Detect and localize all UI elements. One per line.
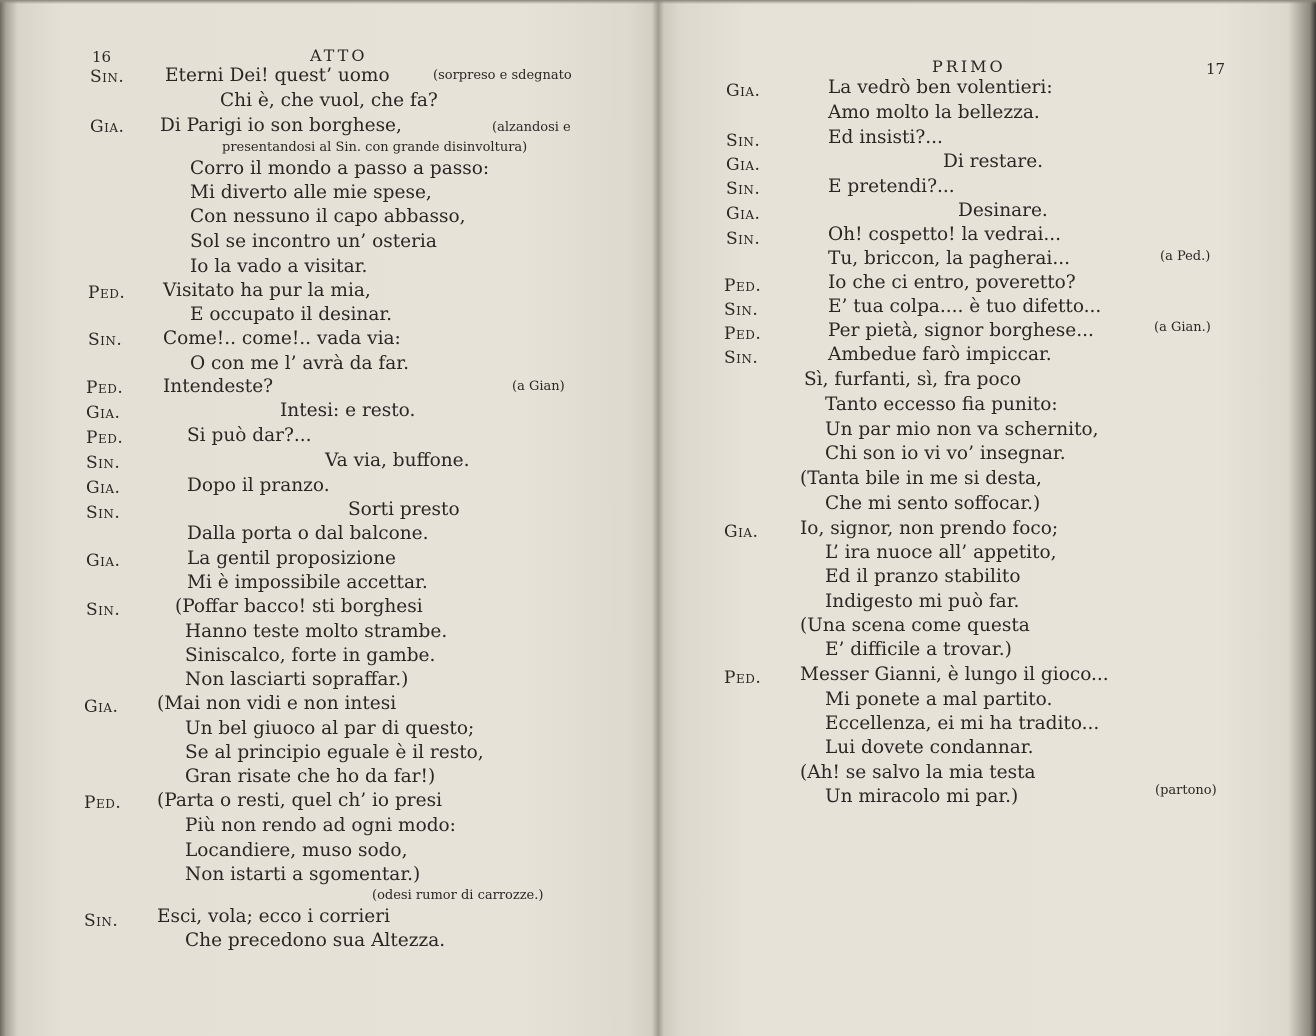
verse-line: Chi è, che vuol, che fa? (220, 90, 438, 111)
verse-line: Sol se incontro un’ osteria (190, 231, 437, 252)
verse-line: Siniscalco, forte in gambe. (185, 645, 436, 666)
speaker-label: Sin. (88, 330, 123, 350)
verse-line: Di Parigi io son borghese, (160, 115, 402, 136)
verse-line: E’ difficile a trovar.) (825, 639, 1012, 660)
verse-line: Con nessuno il capo abbasso, (190, 206, 466, 227)
verse-line: Più non rendo ad ogni modo: (185, 815, 456, 836)
speaker-label: Sin. (726, 229, 761, 249)
speaker-label: Gia. (86, 478, 121, 498)
speaker-label: Gia. (726, 155, 761, 175)
stage-direction: (a Gian) (512, 379, 565, 394)
verse-line: Visitato ha pur la mia, (163, 280, 371, 301)
verse-line: Mi ponete a mal partito. (825, 689, 1053, 710)
stage-direction: (partono) (1155, 783, 1217, 798)
stage-direction: presentandosi al Sin. con grande disinvoltura) (222, 140, 528, 155)
verse-line: Dalla porta o dal balcone. (187, 523, 429, 544)
speaker-label: Sin. (86, 600, 121, 620)
verse-line: (Tanta bile in me si desta, (800, 468, 1042, 489)
stage-direction: (a Gian.) (1154, 320, 1211, 335)
verse-line: Io che ci entro, poveretto? (828, 272, 1076, 293)
verse-line: Locandiere, muso sodo, (185, 840, 408, 861)
verse-line: Tu, briccon, la pagherai... (828, 248, 1070, 269)
verse-line: Gran risate che ho da far!) (185, 766, 436, 787)
speaker-label: Sin. (724, 348, 759, 368)
verse-line: Corro il mondo a passo a passo: (190, 158, 490, 179)
stage-direction: (odesi rumor di carrozze.) (372, 888, 544, 903)
verse-line: La gentil proposizione (187, 548, 396, 569)
verse-line: (Mai non vidi e non intesi (157, 693, 397, 714)
speaker-label: Gia. (726, 81, 761, 101)
verse-line: Intendeste? (163, 376, 274, 397)
speaker-label: Sin. (90, 67, 125, 87)
verse-line: Ambedue farò impiccar. (828, 344, 1052, 365)
verse-line: Come!.. come!.. vada via: (163, 328, 401, 349)
verse-line: Non istarti a sgomentar.) (185, 864, 421, 885)
stage-direction: (alzandosi e (492, 120, 571, 135)
speaker-label: Sin. (726, 179, 761, 199)
verse-line: Ed il pranzo stabilito (825, 566, 1021, 587)
speaker-label: Gia. (84, 697, 119, 717)
verse-line: Va via, buffone. (325, 450, 470, 471)
verse-line: Che mi sento soffocar.) (825, 493, 1041, 514)
verse-line: Hanno teste molto strambe. (185, 621, 448, 642)
speaker-label: Sin. (724, 300, 759, 320)
verse-line: La vedrò ben volentieri: (828, 77, 1053, 98)
verse-line: Indigesto mi può far. (825, 591, 1020, 612)
verse-line: L’ ira nuoce all’ appetito, (825, 542, 1057, 563)
verse-line: Intesi: e resto. (280, 400, 416, 421)
verse-line: Un miracolo mi par.) (825, 786, 1019, 807)
verse-line: Un bel giuoco al par di questo; (185, 718, 475, 739)
speaker-label: Ped. (86, 378, 124, 398)
verse-line: Eccellenza, ei mi ha tradito... (825, 713, 1100, 734)
verse-line: Dopo il pranzo. (187, 475, 330, 496)
speaker-label: Gia. (90, 117, 125, 137)
speaker-label: Ped. (724, 276, 762, 296)
speaker-label: Sin. (86, 453, 121, 473)
verse-line: Un par mio non va schernito, (825, 419, 1099, 440)
verse-line: (Una scena come questa (800, 615, 1030, 636)
speaker-label: Ped. (88, 283, 126, 303)
speaker-label: Ped. (724, 324, 762, 344)
verse-line: Che precedono sua Altezza. (185, 930, 446, 951)
right-running-head: PRIMO (932, 57, 1006, 76)
verse-line: Sì, furfanti, sì, fra poco (804, 369, 1022, 390)
verse-line: Io la vado a visitar. (190, 256, 368, 277)
right-page (658, 0, 1316, 1036)
verse-line: Se al principio eguale è il resto, (185, 742, 484, 763)
verse-line: Mi è impossibile accettar. (187, 572, 428, 593)
stage-direction: (a Ped.) (1160, 249, 1211, 264)
verse-line: Io, signor, non prendo foco; (800, 518, 1059, 539)
verse-line: (Parta o resti, quel ch’ io presi (157, 790, 442, 811)
verse-line: Oh! cospetto! la vedrai... (828, 224, 1062, 245)
verse-line: Sorti presto (348, 499, 460, 520)
speaker-label: Ped. (86, 428, 124, 448)
speaker-label: Ped. (724, 668, 762, 688)
verse-line: Ed insisti?... (828, 127, 943, 148)
verse-line: Messer Gianni, è lungo il gioco... (800, 664, 1109, 685)
verse-line: Lui dovete condannar. (825, 737, 1034, 758)
verse-line: Non lasciarti sopraffar.) (185, 669, 409, 690)
stage-direction: (sorpreso e sdegnato (433, 68, 572, 83)
verse-line: Chi son io vi vo’ insegnar. (825, 443, 1066, 464)
verse-line: O con me l’ avrà da far. (190, 353, 409, 374)
speaker-label: Ped. (84, 793, 122, 813)
verse-line: Amo molto la bellezza. (828, 102, 1040, 123)
verse-line: E pretendi?... (828, 176, 955, 197)
verse-line: E’ tua colpa.... è tuo difetto... (828, 296, 1102, 317)
verse-line: (Ah! se salvo la mia testa (800, 762, 1036, 783)
verse-line: Eterni Dei! quest’ uomo (165, 65, 390, 86)
left-running-head: ATTO (310, 46, 368, 65)
right-page-number: 17 (1206, 60, 1226, 78)
verse-line: Per pietà, signor borghese... (828, 320, 1094, 341)
speaker-label: Gia. (86, 403, 121, 423)
verse-line: Tanto eccesso fia punito: (825, 394, 1058, 415)
verse-line: Di restare. (943, 151, 1044, 172)
verse-line: Desinare. (958, 200, 1048, 221)
speaker-label: Gia. (724, 522, 759, 542)
left-page-number: 16 (92, 48, 112, 66)
speaker-label: Gia. (726, 204, 761, 224)
verse-line: Esci, vola; ecco i corrieri (157, 906, 390, 927)
speaker-label: Sin. (726, 131, 761, 151)
verse-line: (Poffar bacco! sti borghesi (175, 596, 423, 617)
speaker-label: Sin. (86, 503, 121, 523)
speaker-label: Sin. (84, 911, 119, 931)
verse-line: Si può dar?... (187, 425, 312, 446)
page-top-edge (0, 0, 1316, 4)
verse-line: E occupato il desinar. (190, 304, 393, 325)
verse-line: Mi diverto alle mie spese, (190, 182, 432, 203)
book-gutter (652, 0, 664, 1036)
speaker-label: Gia. (86, 551, 121, 571)
